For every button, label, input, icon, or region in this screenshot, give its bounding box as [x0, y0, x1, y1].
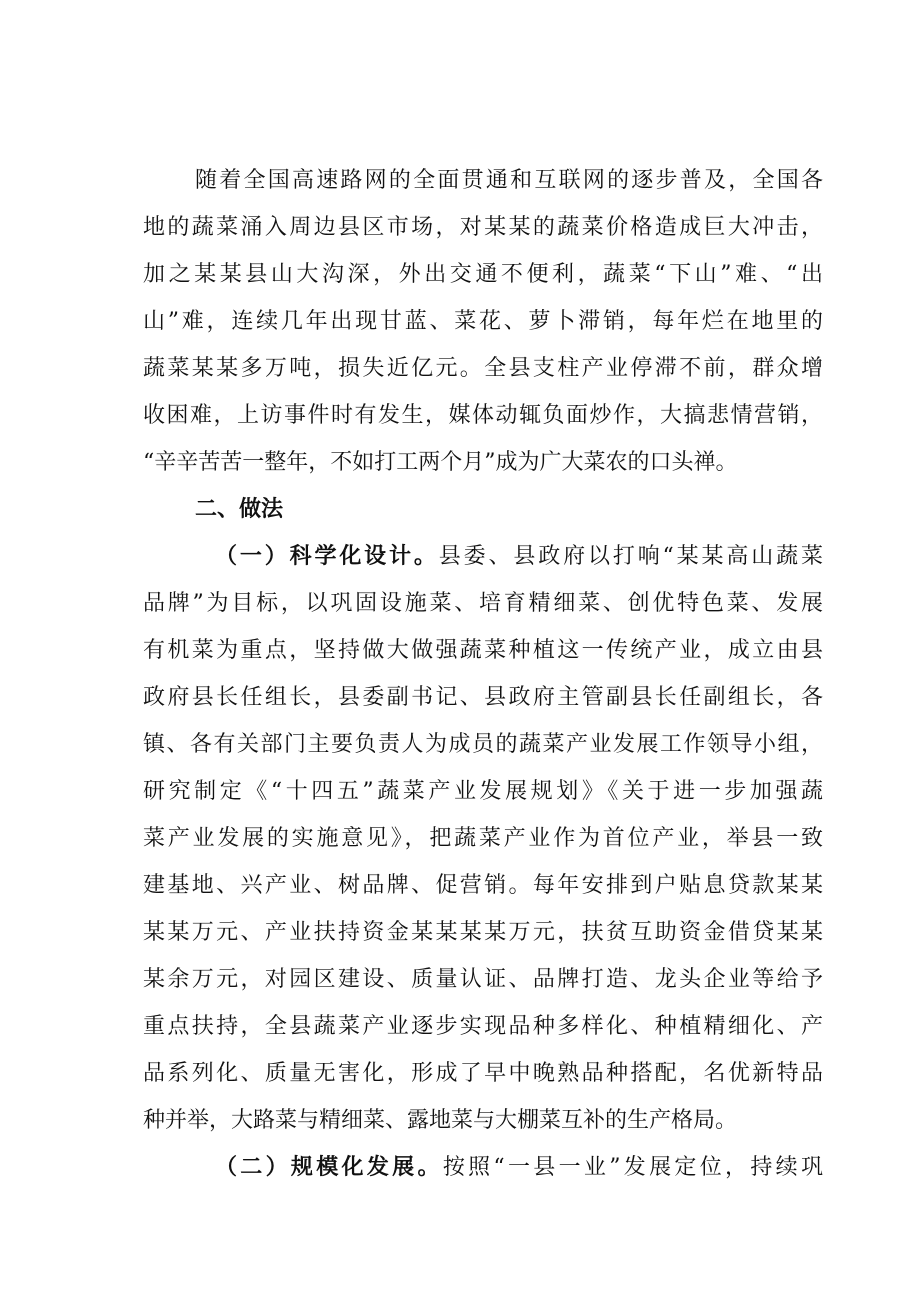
subsection-first-line — [143, 1144, 823, 1191]
paragraph-line: 加之某某县山大沟深，外出交通不便利，蔬菜“下山”难、“出 — [143, 262, 823, 287]
section-heading: 二、做法 — [195, 496, 284, 522]
subsection-text: 按照“一县一业”发展定位，持续巩 — [442, 1155, 823, 1180]
subsection-text: 县委、县政府以打响“某某高山蔬菜 — [438, 544, 823, 569]
paragraph-line: 某余万元，对园区建设、质量认证、品牌打造、龙头企业等给予 — [143, 967, 823, 992]
paragraph-line: 品牌”为目标，以巩固设施菜、培育精细菜、创优特色菜、发展 — [143, 591, 823, 616]
paragraph-line: 蔬菜某某多万吨，损失近亿元。全县支柱产业停滞不前，群众增 — [143, 356, 823, 381]
paragraph-line: 研究制定《“十四五”蔬菜产业发展规划》《关于进一步加强蔬 — [143, 779, 823, 804]
paragraph-line: 菜产业发展的实施意见》，把蔬菜产业作为首位产业，举县一致 — [143, 826, 823, 851]
paragraph-line: 随着全国高速路网的全面贯通和互联网的逐步普及，全国各 — [195, 168, 823, 193]
subsection-title: （一）科学化设计。 — [215, 543, 439, 569]
paragraph-line: 收困难，上访事件时有发生，媒体动辄负面炒作，大搞悲情营销， — [143, 403, 823, 428]
paragraph-line: 政府县长任组长，县委副书记、县政府主管副县长任副组长，各 — [143, 685, 823, 710]
paragraph-line: “辛辛苦苦一整年，不如打工两个月”成为广大菜农的口头禅。 — [143, 450, 738, 475]
paragraph-line: 某某万元、产业扶持资金某某某某万元，扶贫互助资金借贷某某 — [143, 920, 823, 945]
paragraph-line: 地的蔬菜涌入周边县区市场，对某某的蔬菜价格造成巨大冲击， — [143, 215, 823, 240]
paragraph-line: 建基地、兴产业、树品牌、促营销。每年安排到户贴息贷款某某 — [143, 873, 823, 898]
paragraph-line: 有机菜为重点，坚持做大做强蔬菜种植这一传统产业，成立由县 — [143, 638, 823, 663]
paragraph-line: 品系列化、质量无害化，形成了早中晚熟品种搭配，名优新特品 — [143, 1061, 823, 1086]
subsection-title: （二）规模化发展。 — [215, 1154, 443, 1180]
paragraph-line: 重点扶持，全县蔬菜产业逐步实现品种多样化、种植精细化、产 — [143, 1014, 823, 1039]
paragraph-line: 山”难，连续几年出现甘蓝、菜花、萝卜滞销，每年烂在地里的 — [143, 309, 823, 334]
document-body — [143, 157, 823, 1191]
paragraph-line: 镇、各有关部门主要负责人为成员的蔬菜产业发展工作领导小组， — [143, 732, 823, 757]
paragraph-line: 种并举，大路菜与精细菜、露地菜与大棚菜互补的生产格局。 — [143, 1108, 738, 1133]
subsection-first-line — [143, 533, 823, 580]
